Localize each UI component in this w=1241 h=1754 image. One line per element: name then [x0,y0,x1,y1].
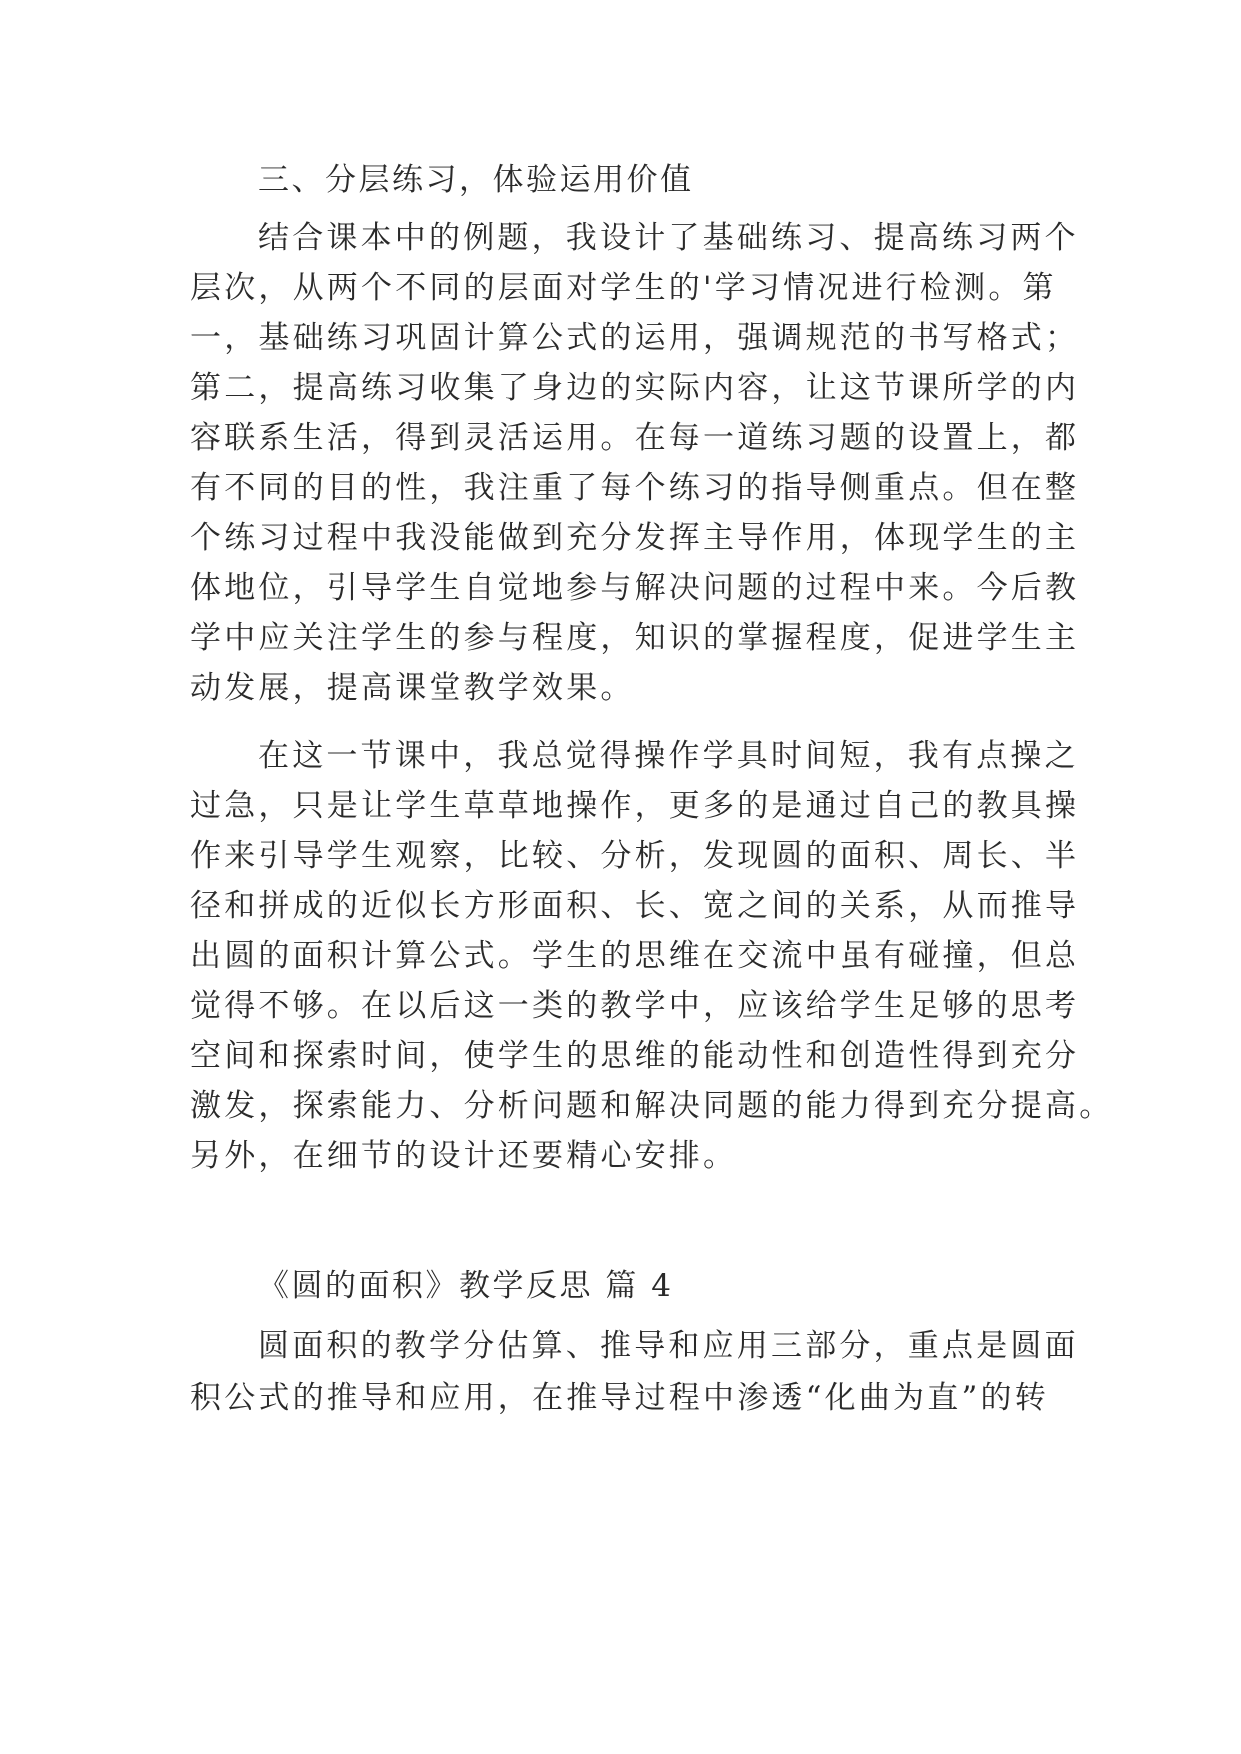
paragraph-line: 有不同的目的性，我注重了每个练习的指导侧重点。但在整 [190,470,1080,506]
paragraph-line: 层次，从两个不同的层面对学生的'学习情况进行检测。第 [190,270,1057,306]
paragraph-line: 在这一节课中，我总觉得操作学具时间短，我有点操之 [258,738,1079,774]
paragraph-line: 学中应关注学生的参与程度，知识的掌握程度，促进学生主 [190,620,1080,656]
paragraph-line: 出圆的面积计算公式。学生的思维在交流中虽有碰撞，但总 [190,938,1080,974]
paragraph-line: 圆面积的教学分估算、推导和应用三部分，重点是圆面 [258,1328,1079,1364]
paragraph-line: 体地位，引导学生自觉地参与解决问题的过程中来。今后教 [190,570,1080,606]
paragraph-line: 容联系生活，得到灵活运用。在每一道练习题的设置上，都 [190,420,1080,456]
paragraph-line: 结合课本中的例题，我设计了基础练习、提高练习两个 [258,220,1079,256]
article-title: 《圆的面积》教学反思 篇 4 [258,1268,674,1304]
paragraph-line: 作来引导学生观察，比较、分析，发现圆的面积、周长、半 [190,838,1080,874]
paragraph-line: 另外，在细节的设计还要精心安排。 [190,1138,738,1174]
section-heading: 三、分层练习，体验运用价值 [258,162,694,198]
paragraph-line: 觉得不够。在以后这一类的教学中，应该给学生足够的思考 [190,988,1080,1024]
paragraph-line: 积公式的推导和应用，在推导过程中渗透“化曲为直”的转 [190,1380,1049,1416]
paragraph-line: 过急，只是让学生草草地操作，更多的是通过自己的教具操 [190,788,1080,824]
paragraph-line: 第二，提高练习收集了身边的实际内容，让这节课所学的内 [190,370,1080,406]
paragraph-line: 动发展，提高课堂教学效果。 [190,670,635,706]
paragraph-line: 空间和探索时间，使学生的思维的能动性和创造性得到充分 [190,1038,1080,1074]
paragraph-line: 激发，探索能力、分析问题和解决同题的能力得到充分提高。 [190,1088,1114,1124]
paragraph-line: 径和拼成的近似长方形面积、长、宽之间的关系，从而推导 [190,888,1080,924]
paragraph-line: 个练习过程中我没能做到充分发挥主导作用，体现学生的主 [190,520,1080,556]
paragraph-line: 一，基础练习巩固计算公式的运用，强调规范的书写格式； [190,320,1080,356]
